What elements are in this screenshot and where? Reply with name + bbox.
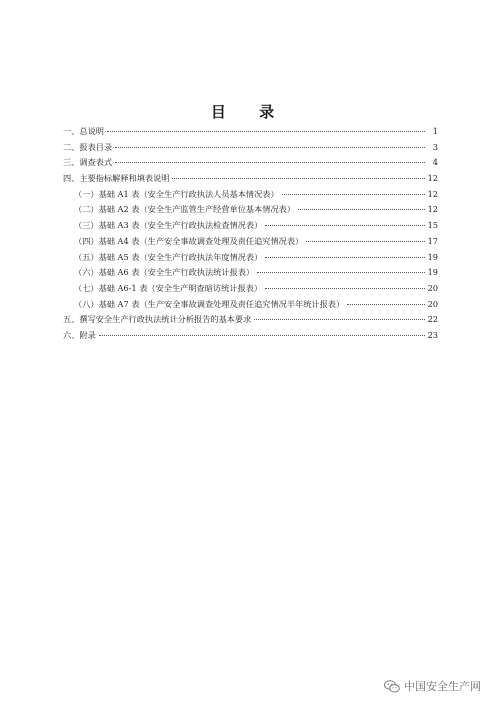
toc-subentry[interactable]: [63, 281, 438, 297]
toc-subentry[interactable]: [63, 250, 438, 266]
toc-entry-page: 4: [432, 157, 438, 168]
toc-entry-label: （三）基础 A3 表（安全生产行政执法检查情况表）: [74, 220, 263, 231]
toc-leader-dots: [282, 194, 425, 195]
toc-entry-label: 一、总说明: [63, 126, 104, 136]
toc-entry-page: 12: [427, 204, 438, 215]
toc-subentry[interactable]: [63, 234, 438, 250]
toc-leader-dots: [172, 178, 424, 179]
toc-entry-label: 四、主要指标解释和填表说明: [63, 173, 170, 184]
toc-entry[interactable]: [63, 140, 438, 156]
watermark-text: 中国安全生产网: [404, 680, 481, 693]
toc-entry-label: （六）基础 A6 表（安全生产行政执法统计报表）: [74, 267, 255, 278]
toc-entry-page: 23: [427, 329, 438, 340]
toc-entry-label: （八）基础 A7 表（生产安全事故调查处理及责任追究情况半年统计报表）: [74, 298, 345, 309]
wechat-icon: [384, 680, 400, 693]
toc-entry-page: 19: [427, 267, 438, 278]
toc-leader-dots: [254, 319, 424, 320]
toc-entry-page: 20: [427, 282, 438, 293]
toc-entry-page: 19: [427, 251, 438, 262]
toc-entry-page: 22: [427, 314, 438, 325]
toc-entry[interactable]: [63, 312, 438, 328]
toc-entry-label: （四）基础 A4 表（生产安全事故调查处理及责任追究情况表）: [74, 235, 304, 246]
toc-entry-label: （一）基础 A1 表（安全生产行政执法人员基本情况表）: [74, 188, 279, 199]
toc-entry[interactable]: [63, 171, 438, 187]
page-title: 目 录: [210, 103, 289, 121]
toc-leader-dots: [306, 241, 424, 242]
toc-subentry[interactable]: [63, 297, 438, 313]
toc-entry-page: 12: [427, 173, 438, 184]
toc-subentry[interactable]: [63, 218, 438, 234]
toc-entry-page: 15: [427, 220, 438, 231]
toc-entry-label: 二、报表目录: [63, 141, 113, 152]
toc-entry-label: （七）基础 A6-1 表（安全生产明查暗访统计报表）: [74, 282, 263, 293]
toc-leader-dots: [115, 162, 425, 163]
toc-entry[interactable]: [63, 155, 438, 171]
toc-leader-dots: [265, 288, 425, 289]
toc-entry-page: 1: [432, 126, 438, 136]
toc-entry-label: 六、附录: [63, 329, 96, 340]
toc-entry-page: 17: [427, 235, 438, 246]
toc-entry-label: （二）基础 A2 表（安全生产监管生产经营单位基本情况表）: [74, 204, 296, 215]
toc-entry-label: 五、撰写安全生产行政执法统计分析报告的基本要求: [63, 314, 252, 325]
toc-subentry[interactable]: [63, 202, 438, 218]
watermark: [384, 678, 481, 694]
toc-entry-label: 三、调查表式: [63, 157, 113, 168]
toc-entry-label: （五）基础 A5 表（安全生产行政执法年度情况表）: [74, 251, 263, 262]
toc-leader-dots: [107, 131, 425, 132]
toc-entry[interactable]: [63, 124, 438, 140]
toc-leader-dots: [265, 257, 424, 258]
toc-leader-dots: [265, 225, 424, 226]
toc-entry-page: 3: [432, 141, 438, 152]
toc-leader-dots: [99, 335, 425, 336]
toc-leader-dots: [257, 272, 425, 273]
toc-entry[interactable]: [63, 328, 438, 344]
toc-entry-page: 20: [427, 298, 438, 309]
toc-leader-dots: [115, 147, 425, 148]
toc-subentry[interactable]: [63, 187, 438, 203]
toc-subentry[interactable]: [63, 265, 438, 281]
toc-entry-page: 12: [427, 188, 438, 199]
table-of-contents: [63, 124, 438, 344]
toc-leader-dots: [347, 304, 424, 305]
toc-leader-dots: [298, 209, 425, 210]
